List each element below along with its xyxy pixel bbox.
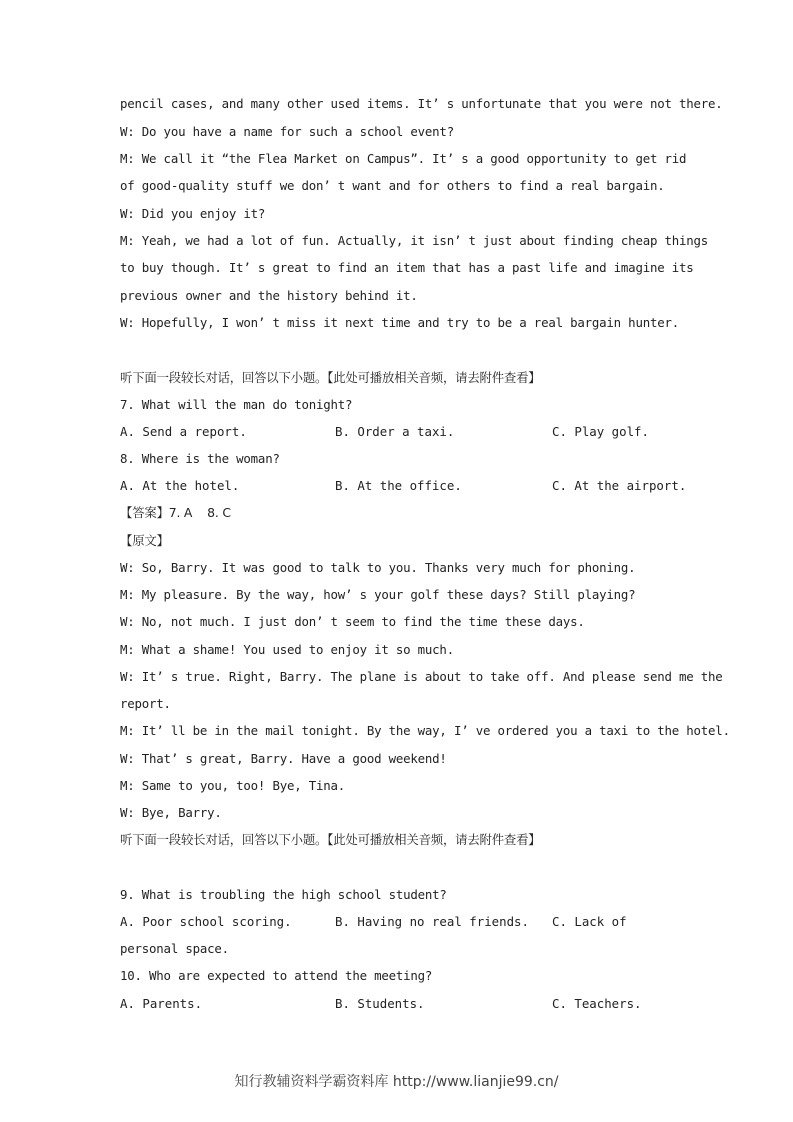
question-7: 7. What will the man do tonight? <box>120 397 353 412</box>
dialogue-line: W: Hopefully, I won’ t miss it next time and try to be a real bargain hunter. <box>120 315 680 330</box>
dialogue-line: M: We call it “the Flea Market on Campus”. It’ s a good opportunity to get rid <box>120 151 687 166</box>
q7-option-b: B. Order a taxi. <box>335 424 455 439</box>
q10-option-b: B. Students. <box>335 996 425 1011</box>
q9-option-b: B. Having no real friends. <box>335 914 529 929</box>
listening-instruction: 听下面一段较长对话，回答以下小题。【此处可播放相关音频，请去附件查看】 <box>120 370 541 385</box>
transcript-line: W: So, Barry. It was good to talk to you. Thanks very much for phoning. <box>120 560 636 575</box>
footer-watermark: 知行教辅资料学霸资料库 http://www.lianjie99.cn/ <box>234 1074 559 1090</box>
dialogue-line: of good-quality stuff we don’ t want and for others to find a real bargain. <box>120 178 665 193</box>
q9-option-c: C. Lack of <box>552 914 627 929</box>
transcript-line: W: Bye, Barry. <box>120 805 222 820</box>
dialogue-line: W: Did you enjoy it? <box>120 206 266 221</box>
original-text-label: 【原文】 <box>120 533 169 548</box>
q8-option-c: C. At the airport. <box>552 478 687 493</box>
q8-option-b: B. At the office. <box>335 478 462 493</box>
transcript-line: M: My pleasure. By the way, how’ s your golf these days? Still playing? <box>120 587 636 602</box>
transcript-line: W: It’ s true. Right, Barry. The plane is about to take off. And please send me the <box>120 669 723 684</box>
q8-option-a: A. At the hotel. <box>120 478 240 493</box>
dialogue-line: pencil cases, and many other used items. It’ s unfortunate that you were not there. <box>120 96 723 111</box>
question-8: 8. Where is the woman? <box>120 451 280 466</box>
dialogue-line: W: Do you have a name for such a school event? <box>120 124 454 139</box>
question-9: 9. What is troubling the high school student? <box>120 887 447 902</box>
q7-option-c: C. Play golf. <box>552 424 649 439</box>
dialogue-line: previous owner and the history behind it. <box>120 288 418 303</box>
q10-option-c: C. Teachers. <box>552 996 642 1011</box>
q9-option-a: A. Poor school scoring. <box>120 914 292 929</box>
transcript-line: M: It’ ll be in the mail tonight. By the way, I’ ve ordered you a taxi to the hotel. <box>120 723 730 738</box>
transcript-line: W: No, not much. I just don’ t seem to find the time these days. <box>120 614 585 629</box>
transcript-line: W: That’ s great, Barry. Have a good weekend! <box>120 751 447 766</box>
transcript-line: report. <box>120 696 171 711</box>
q10-option-a: A. Parents. <box>120 996 203 1011</box>
listening-instruction: 听下面一段较长对话，回答以下小题。【此处可播放相关音频，请去附件查看】 <box>120 832 541 847</box>
dialogue-line: to buy though. It’ s great to find an item that has a past life and imagine its <box>120 260 694 275</box>
q7-option-a: A. Send a report. <box>120 424 247 439</box>
question-10: 10. Who are expected to attend the meeting? <box>120 968 433 983</box>
answer-key: 【答案】7. A 8. C <box>120 505 231 520</box>
transcript-line: M: What a shame! You used to enjoy it so much. <box>120 642 454 657</box>
transcript-line: M: Same to you, too! Bye, Tina. <box>120 778 346 793</box>
q9-option-c-continuation: personal space. <box>120 941 229 956</box>
dialogue-line: M: Yeah, we had a lot of fun. Actually, it isn’ t just about finding cheap things <box>120 233 709 248</box>
